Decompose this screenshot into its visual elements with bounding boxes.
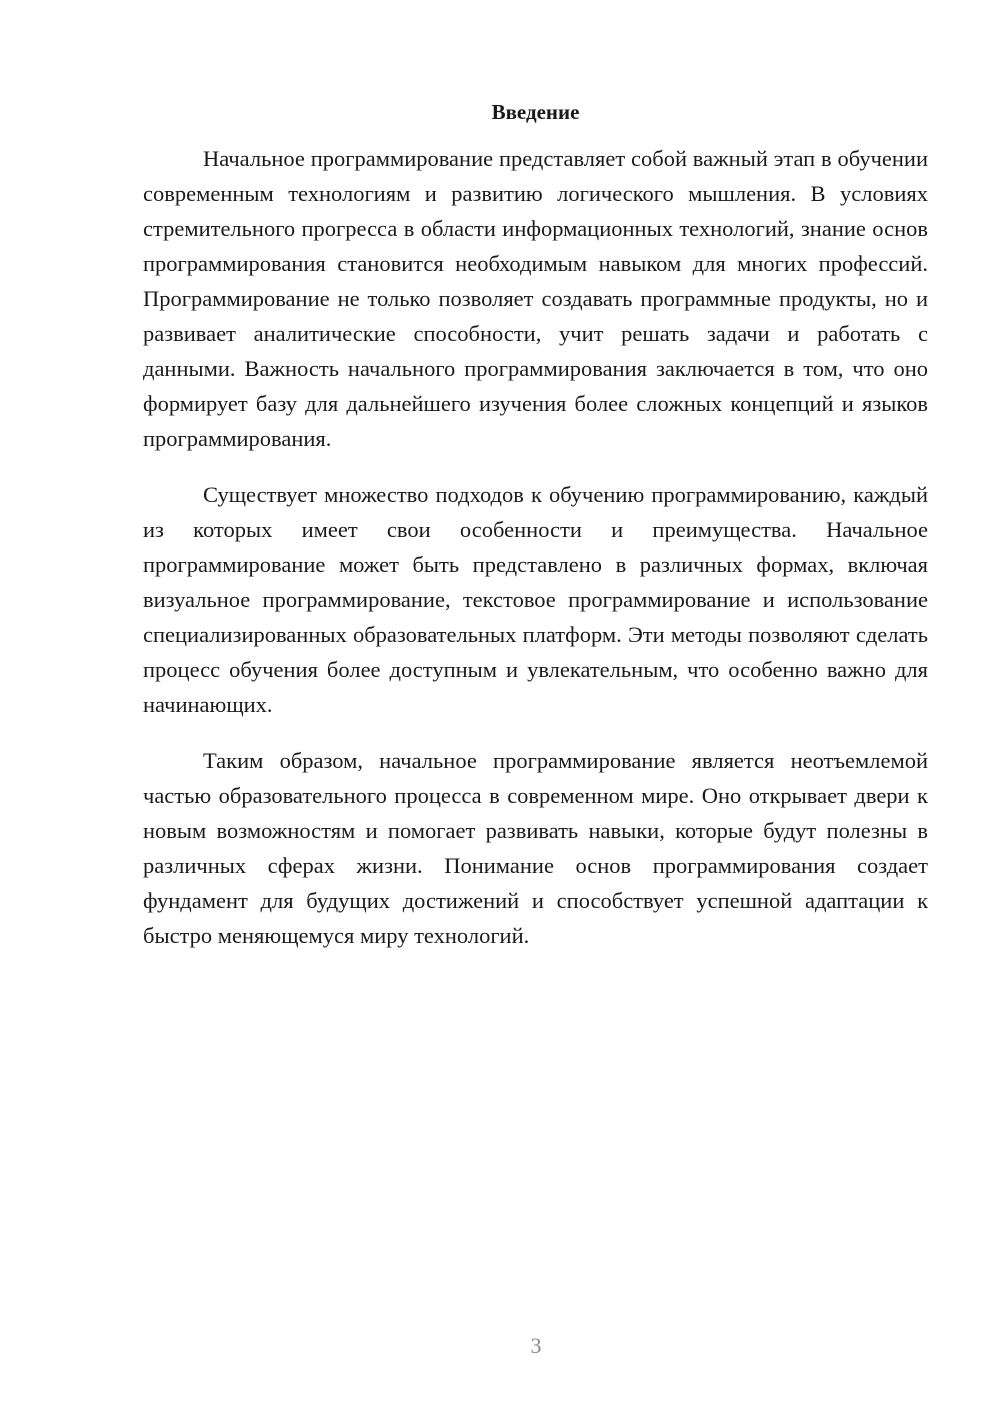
paragraph-2: Существует множество подходов к обучению программированию, каждый из которых имеет свои особенности и преимущества. Начальное программирование может быть представлено в различных формах, включая визуальное программирование, текстовое программирование и использование специализированных образовательных платформ. Эти методы позволяют сделать процесс обучения более доступным и увлекательным, что особенно важно для начинающих. (143, 482, 928, 717)
page-number: 3 (530, 1333, 542, 1358)
paragraph-1: Начальное программирование представляет собой важный этап в обучении современным технологиям и развитию логического мышления. В условиях стремительного прогресса в области информационных технологий, знание основ программирования становится необходимым навыком для многих профессий. Программирование не только позволяет создавать программные продукты, но и развивает аналитические способности, учит решать задачи и работать с данными. Важность начального программирования заключается в том, что оно формирует базу для дальнейшего изучения более сложных концепций и языков программирования. (143, 146, 928, 451)
paragraph-3: Таким образом, начальное программирование является неотъемлемой частью образовательного процесса в современном мире. Оно открывает двери к новым возможностям и помогает развивать навыки, которые будут полезны в различных сферах жизни. Понимание основ программирования создает фундамент для будущих достижений и способствует успешной адаптации к быстро меняющемуся миру технологий. (143, 748, 928, 948)
section-title: Введение (491, 100, 580, 124)
page-content (143, 96, 928, 974)
